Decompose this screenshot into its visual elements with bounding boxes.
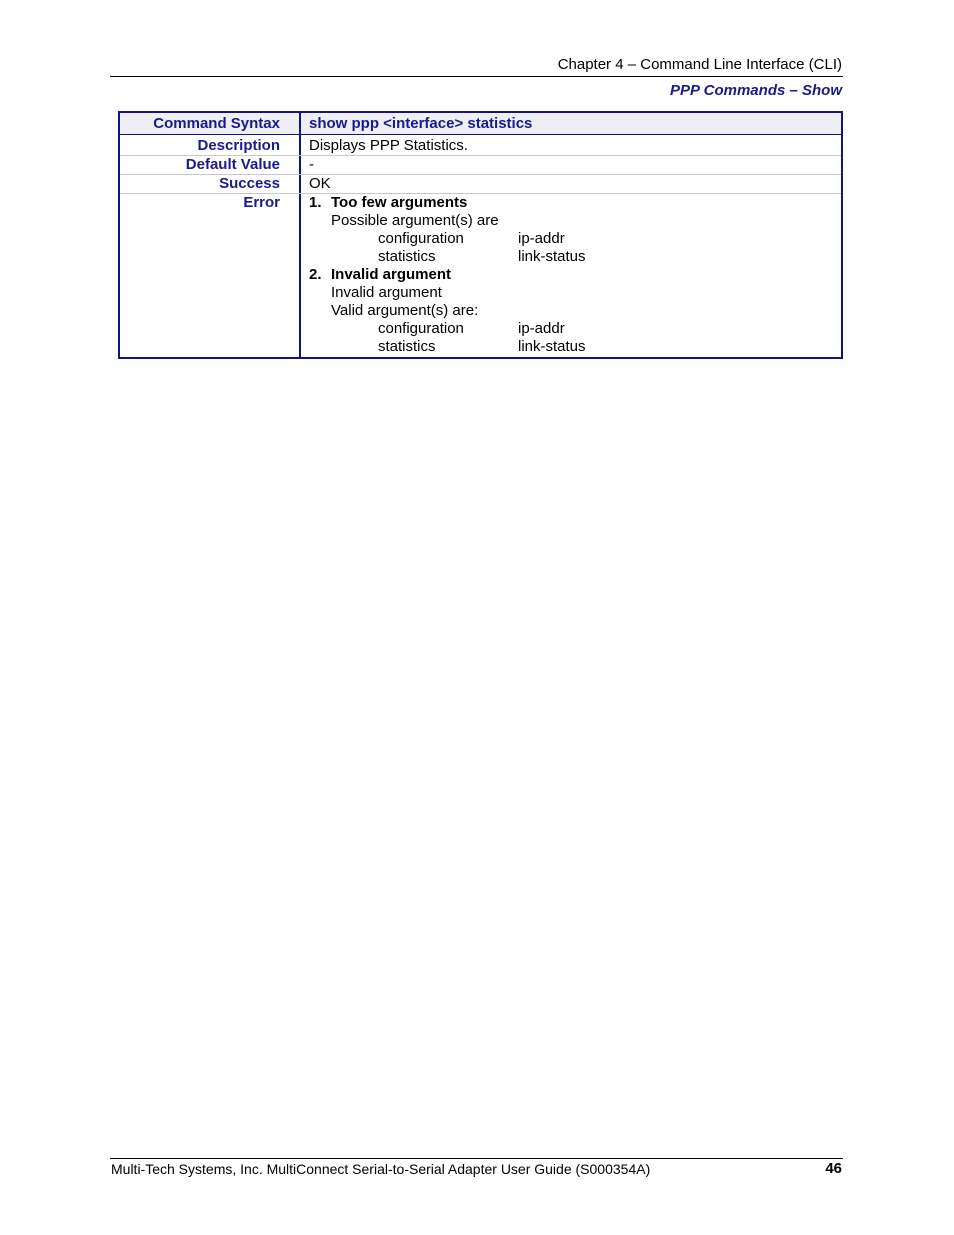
row-description: [120, 135, 841, 156]
argument: link-status: [518, 248, 586, 265]
argument: configuration: [378, 320, 464, 337]
label-command-syntax: Command Syntax: [120, 113, 301, 134]
page-header-chapter: Chapter 4 – Command Line Interface (CLI): [557, 56, 842, 73]
error-title: [309, 194, 841, 212]
error-line: Invalid argument: [331, 284, 442, 301]
argument: configuration: [378, 230, 464, 247]
argument: statistics: [378, 248, 436, 265]
row-success: [120, 175, 841, 194]
label-description: Description: [120, 135, 301, 155]
argument-pair: [309, 320, 841, 338]
value-success: OK: [309, 175, 331, 192]
value-error: [301, 194, 841, 357]
error-line: Possible argument(s) are: [331, 212, 499, 229]
label-default-value: Default Value: [120, 156, 301, 174]
value-description: Displays PPP Statistics.: [309, 137, 468, 154]
error-title-text: Invalid argument: [331, 266, 452, 283]
error-title: [309, 266, 841, 284]
argument: statistics: [378, 338, 436, 355]
error-item-2: [309, 266, 841, 356]
label-error: Error: [120, 194, 301, 357]
error-item-1: [309, 194, 841, 266]
footer-text: Multi-Tech Systems, Inc. MultiConnect Serial-to-Serial Adapter User Guide (S000354A): [111, 1161, 651, 1177]
value-default-value: -: [309, 156, 314, 173]
argument: link-status: [518, 338, 586, 355]
argument-pair: [309, 338, 841, 356]
argument: ip-addr: [518, 320, 565, 337]
row-default-value: [120, 156, 841, 175]
row-error: [120, 194, 841, 357]
argument: ip-addr: [518, 230, 565, 247]
error-number: 1.: [309, 194, 322, 211]
value-command-syntax: show ppp <interface> statistics: [309, 115, 533, 132]
error-title-text: Too few arguments: [331, 194, 468, 211]
error-line: Valid argument(s) are:: [331, 302, 479, 319]
command-table: [118, 111, 843, 359]
page-header-section: PPP Commands – Show: [670, 82, 842, 99]
argument-pair: [309, 248, 841, 266]
footer-rule: [110, 1158, 843, 1159]
label-success: Success: [120, 175, 301, 193]
argument-pair: [309, 230, 841, 248]
page-number: 46: [825, 1160, 842, 1177]
error-number: 2.: [309, 266, 322, 283]
header-rule: [110, 76, 843, 77]
row-command-syntax: [120, 113, 841, 135]
